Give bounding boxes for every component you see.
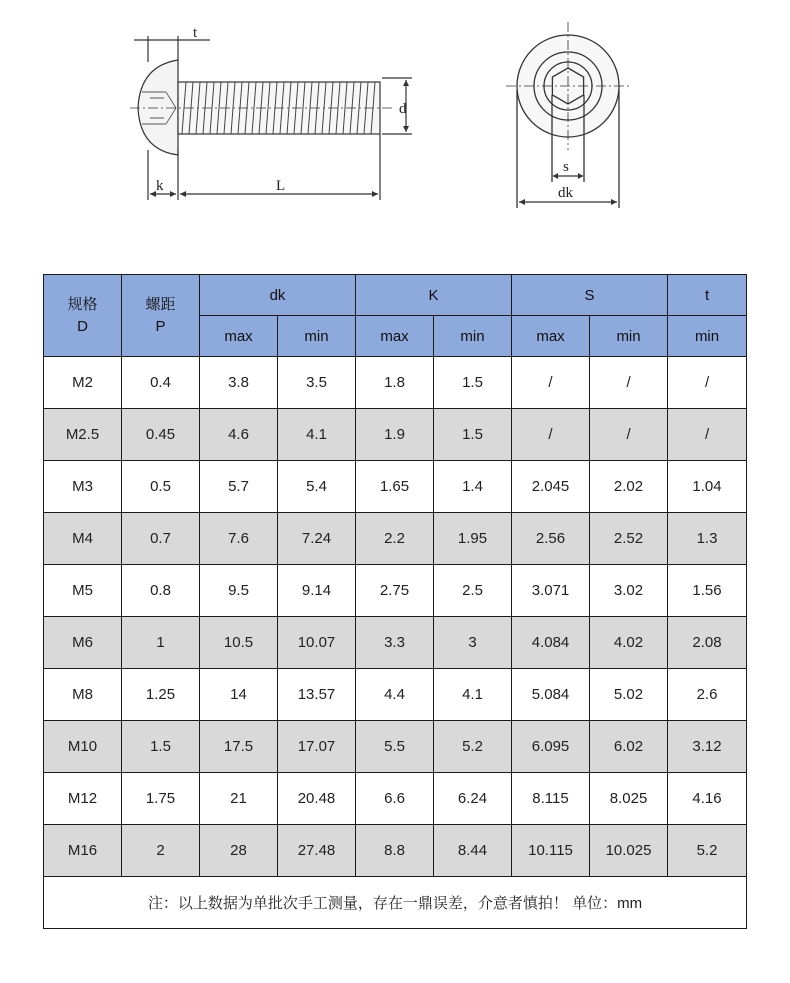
cell-t-min: / [668,409,747,461]
cell-k-min: 1.4 [434,461,512,513]
note-row [44,877,747,929]
subheader-S-max: max [512,316,590,357]
table-row [44,669,747,721]
note-text: 注：以上数据为单批次手工测量，存在一鼎误差，介意者慎拍！ 单位：mm [44,877,747,929]
dim-label-L: L [276,178,286,194]
cell-spec: M10 [44,721,122,773]
cell-s-min: 2.52 [590,513,668,565]
table-row [44,773,747,825]
table-body [44,357,747,877]
table-header-row [44,275,747,316]
cell-spec: M2.5 [44,409,122,461]
cell-s-max: 6.095 [512,721,590,773]
cell-t-min: 5.2 [668,825,747,877]
cell-spec: M8 [44,669,122,721]
cell-pitch: 1.5 [122,721,200,773]
cell-dk-max: 10.5 [200,617,278,669]
cell-s-max: 2.045 [512,461,590,513]
dim-label-k: k [156,178,164,194]
cell-pitch: 0.7 [122,513,200,565]
cell-pitch: 0.5 [122,461,200,513]
cell-s-min: 3.02 [590,565,668,617]
subheader-dk-max: max [200,316,278,357]
cell-dk-max: 9.5 [200,565,278,617]
table-row [44,357,747,409]
cell-s-min: 10.025 [590,825,668,877]
cell-spec: M3 [44,461,122,513]
cell-dk-max: 21 [200,773,278,825]
table-row [44,565,747,617]
cell-s-min: / [590,357,668,409]
cell-s-min: / [590,409,668,461]
subheader-t-min: min [668,316,747,357]
cell-dk-min: 4.1 [278,409,356,461]
subheader-dk-min: min [278,316,356,357]
cell-k-max: 5.5 [356,721,434,773]
cell-k-max: 2.75 [356,565,434,617]
cell-t-min: 2.6 [668,669,747,721]
screw-head-outline [138,60,178,155]
cell-dk-max: 5.7 [200,461,278,513]
cell-s-min: 6.02 [590,721,668,773]
subheader-K-min: min [434,316,512,357]
cell-k-min: 6.24 [434,773,512,825]
cell-t-min: 4.16 [668,773,747,825]
cell-spec: M12 [44,773,122,825]
header-K: K [356,275,512,316]
table-row [44,409,747,461]
header-pitch-sub: P [155,317,166,335]
cell-s-max: 2.56 [512,513,590,565]
cell-k-min: 5.2 [434,721,512,773]
screw-technical-drawing [0,0,790,240]
header-pitch-label: 螺距 [145,295,176,313]
cell-dk-min: 20.48 [278,773,356,825]
dim-label-t: t [193,25,198,41]
cell-dk-min: 27.48 [278,825,356,877]
cell-pitch: 1.75 [122,773,200,825]
cell-k-min: 1.5 [434,357,512,409]
header-dk: dk [200,275,356,316]
cell-s-min: 5.02 [590,669,668,721]
table-row [44,513,747,565]
cell-s-min: 2.02 [590,461,668,513]
cell-dk-min: 5.4 [278,461,356,513]
table-row [44,721,747,773]
header-t: t [668,275,747,316]
cell-pitch: 0.45 [122,409,200,461]
cell-s-min: 8.025 [590,773,668,825]
cell-pitch: 0.8 [122,565,200,617]
header-spec-label: 规格 [67,295,98,313]
cell-k-min: 1.95 [434,513,512,565]
cell-dk-max: 17.5 [200,721,278,773]
cell-dk-max: 14 [200,669,278,721]
subheader-S-min: min [590,316,668,357]
header-S: S [512,275,668,316]
cell-k-max: 3.3 [356,617,434,669]
cell-spec: M5 [44,565,122,617]
cell-s-max: 5.084 [512,669,590,721]
cell-k-min: 2.5 [434,565,512,617]
table-row [44,825,747,877]
cell-dk-min: 7.24 [278,513,356,565]
cell-t-min: / [668,357,747,409]
cell-t-min: 1.3 [668,513,747,565]
header-pitch [122,275,200,357]
cell-s-max: 4.084 [512,617,590,669]
cell-s-min: 4.02 [590,617,668,669]
cell-pitch: 1.25 [122,669,200,721]
cell-t-min: 2.08 [668,617,747,669]
cell-pitch: 2 [122,825,200,877]
cell-dk-min: 9.14 [278,565,356,617]
cell-spec: M16 [44,825,122,877]
cell-dk-max: 28 [200,825,278,877]
dim-label-s: s [563,159,569,175]
dim-label-d: d [399,101,407,117]
cell-s-max: 8.115 [512,773,590,825]
table-row [44,461,747,513]
cell-k-min: 8.44 [434,825,512,877]
cell-k-max: 4.4 [356,669,434,721]
header-spec-sub: D [77,317,88,335]
cell-k-min: 3 [434,617,512,669]
cell-k-max: 1.8 [356,357,434,409]
cell-spec: M2 [44,357,122,409]
cell-pitch: 1 [122,617,200,669]
cell-k-max: 1.9 [356,409,434,461]
cell-spec: M4 [44,513,122,565]
table-row [44,617,747,669]
cell-dk-max: 7.6 [200,513,278,565]
cell-s-max: 10.115 [512,825,590,877]
cell-k-max: 1.65 [356,461,434,513]
cell-k-max: 8.8 [356,825,434,877]
cell-dk-min: 10.07 [278,617,356,669]
cell-k-min: 4.1 [434,669,512,721]
cell-s-max: / [512,409,590,461]
cell-spec: M6 [44,617,122,669]
cell-t-min: 1.04 [668,461,747,513]
cell-t-min: 3.12 [668,721,747,773]
cell-k-max: 6.6 [356,773,434,825]
cell-dk-max: 4.6 [200,409,278,461]
subheader-K-max: max [356,316,434,357]
cell-t-min: 1.56 [668,565,747,617]
cell-dk-max: 3.8 [200,357,278,409]
cell-pitch: 0.4 [122,357,200,409]
spec-table [43,274,747,929]
cell-s-max: / [512,357,590,409]
cell-dk-min: 3.5 [278,357,356,409]
cell-dk-min: 13.57 [278,669,356,721]
cell-k-max: 2.2 [356,513,434,565]
cell-s-max: 3.071 [512,565,590,617]
cell-dk-min: 17.07 [278,721,356,773]
cell-k-min: 1.5 [434,409,512,461]
header-spec [44,275,122,357]
dim-label-dk: dk [558,185,573,201]
